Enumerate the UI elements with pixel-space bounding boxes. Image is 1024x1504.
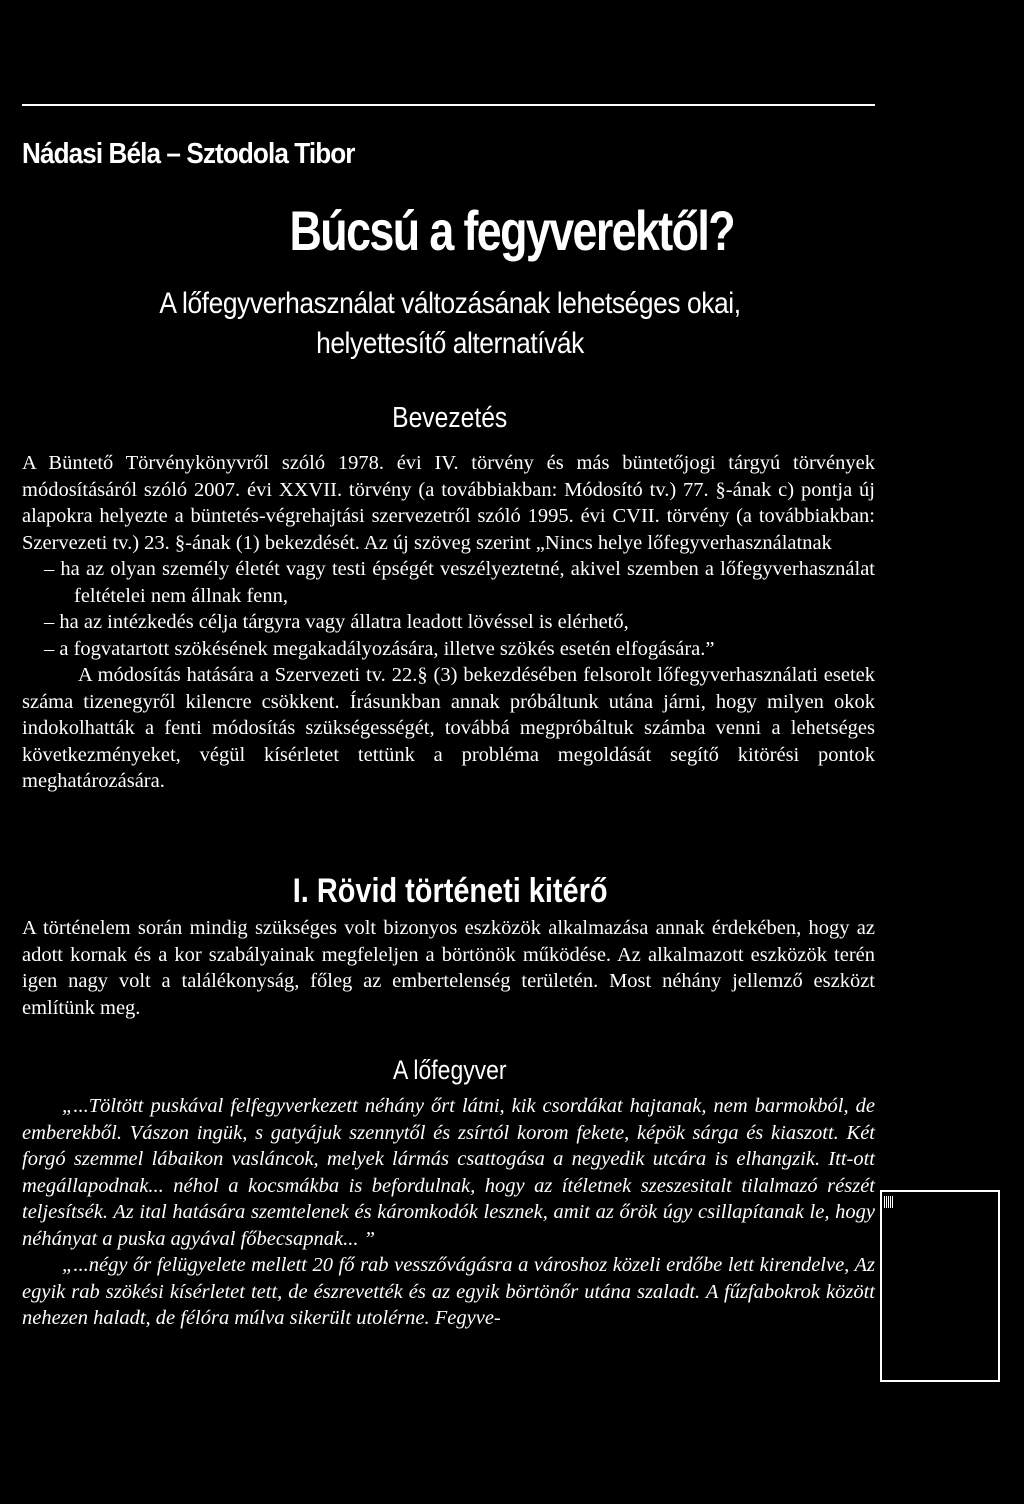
history-body [22, 915, 875, 1021]
section-heading-lofegyver [0, 1055, 900, 1086]
article-title-text: Búcsú a fegyverektől? [289, 199, 735, 262]
intro-list-item-2: – ha az intézkedés célja tárgyra vagy állatra leadott lövéssel is elérhető, [44, 611, 629, 633]
margin-box-edge [998, 1190, 1000, 1382]
intro-body [22, 450, 875, 795]
intro-list-item-3: – a fogvatartott szökésének megakadályozására, illetve szökés esetén elfogására.” [44, 637, 715, 660]
margin-box-mark [884, 1196, 894, 1208]
intro-list-item-1: – ha az olyan személy életét vagy testi épségét veszélyeztetné, akivel szemben a lőfegyverhasználat feltételei nem állnak fenn, [44, 558, 875, 607]
quote-paragraph-2: „...négy őr felügyelete mellett 20 fő rab vesszővágásra a városhoz közeli erdőbe lett kirendelve, Az egyik rab szökési kísérletet tett, de észrevették és az egyik börtönőr utána szaladt. A fűzfabokrok között nehezen haladt, de félóra múlva sikerült utolérne. Fegyve- [22, 1254, 875, 1329]
lofegyver-body [22, 1093, 875, 1332]
section-heading-intro-text: Bevezetés [392, 402, 508, 434]
top-rule [22, 104, 875, 106]
history-paragraph-1: A történelem során mindig szükséges volt bizonyos eszközök alkalmazása annak érdekében, hogy az adott kornak és a kor szabályainak megfeleljen a börtönök működése. Az alkalmazott eszközök terén igen nagy volt a találékonyság, főleg az embertelenség területén. Most néhány jellemző eszközt említünk meg. [22, 917, 875, 1019]
margin-box [880, 1190, 1000, 1382]
intro-paragraph-1: A Büntető Törvénykönyvről szóló 1978. évi IV. törvény és más büntetőjogi tárgyú törvények módosításáról szóló 2007. évi XXVII. törvény (a továbbiakban: Módosító tv.) 77. §-ának c) pontja új alapokra helyezte a büntetés-végrehajtási szervezetről szóló 1995. évi CVII. törvény (a továbbiakban: Szervezeti tv.) 23. §-ának (1) bekezdését. Az új szöveg szerint „Nincs helye lőfegyverhasználatnak [22, 452, 875, 554]
subtitle-line-1: A lőfegyverhasználat változásának lehetséges okai, [159, 287, 741, 320]
subtitle-line-2: helyettesítő alternatívák [316, 327, 584, 360]
section-heading-history-text: I. Rövid történeti kitérő [292, 872, 608, 910]
quote-paragraph-1: „...Töltött puskával felfegyverkezett néhány őrt látni, kik csordákat hajtanak, nem barmokból, de emberekből. Vászon ingük, s gatyájuk szennytől és zsírtól korom fekete, képök sárga és kiaszott. Két forgó szemmel lábaikon vasláncok, melyek lármás csattogása a negyedik utcára is elhangzik. Itt-ott megállapodnak... néhol a kocsmákba is befordulnak, hogy az ítéletnek szeszesitalt tilalmazó részét teljesítsék. Az ital hatására szemtelenek és káromkodók lesznek, amit az őrök úgy csillapítanak le, hogy néhányat a puska agyával főbecsapnak... ” [22, 1095, 875, 1250]
section-heading-intro [0, 402, 900, 435]
section-heading-lofegyver-text: A lőfegyver [393, 1055, 507, 1085]
authors: Nádasi Béla – Sztodola Tibor [22, 138, 355, 170]
article-subtitle [0, 284, 900, 364]
intro-paragraph-2: A módosítás hatására a Szervezeti tv. 22.§ (3) bekezdésében felsorolt lőfegyverhasználati esetek száma tizenegyről kilencre csökkent. Írásunkban annak próbáltunk utána járni, hogy milyen okok indokolhatták a fenti módosítás szükségességét, továbbá megpróbáltuk számba venni a lehetséges következményeket, végül kísérletet tettünk a probléma megoldását segítő kitörési pontok meghatározására. [22, 664, 875, 792]
article-title [0, 198, 1024, 263]
section-heading-history [0, 872, 900, 911]
